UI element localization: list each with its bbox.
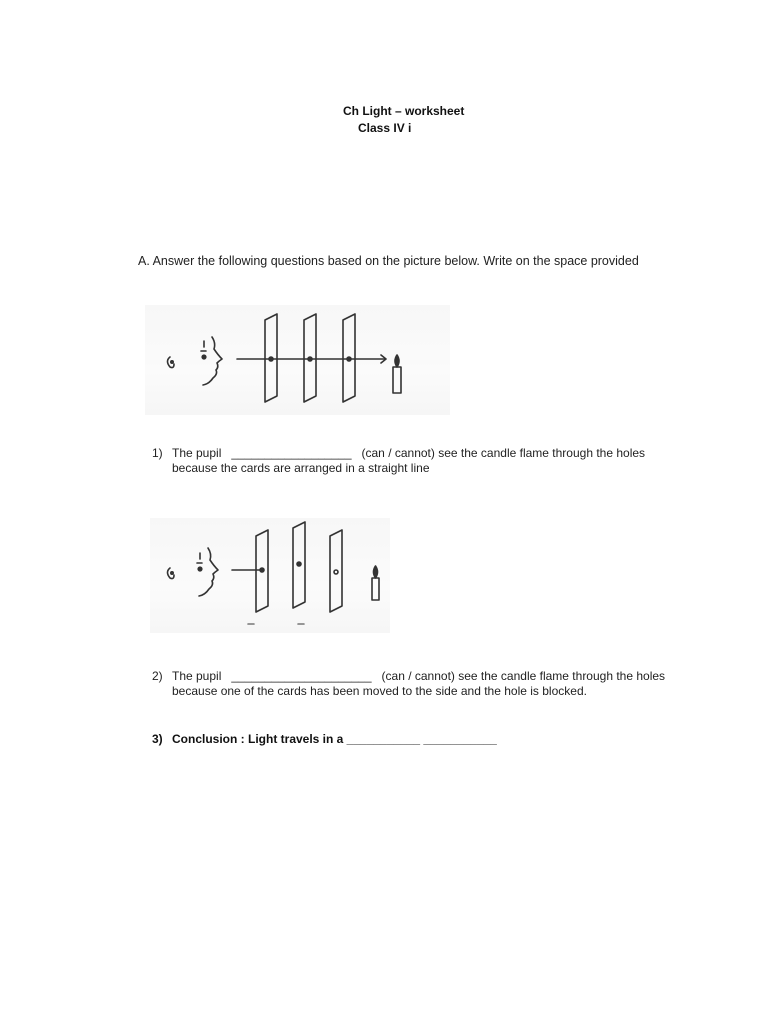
question-number: 2) bbox=[152, 669, 163, 683]
card-1 bbox=[265, 314, 277, 402]
card-1 bbox=[256, 530, 268, 612]
face-profile-icon bbox=[201, 337, 222, 385]
question-reason: because one of the cards has been moved to the side and the hole is blocked. bbox=[172, 684, 587, 698]
section-a-instruction: A. Answer the following questions based on the picture below. Write on the space provided bbox=[138, 254, 639, 268]
card-2 bbox=[304, 314, 316, 402]
eye-icon bbox=[168, 357, 175, 368]
face-profile-icon bbox=[197, 548, 218, 596]
conclusion bbox=[152, 732, 497, 746]
conclusion-text[interactable]: Conclusion : Light travels in a ___________ ___________ bbox=[172, 732, 497, 746]
question-suffix: (can / cannot) see the candle flame through the holes bbox=[361, 446, 646, 460]
question-1 bbox=[152, 446, 645, 476]
question-2 bbox=[152, 669, 665, 699]
card-3 bbox=[330, 530, 342, 612]
class-label: Class IV i bbox=[358, 121, 412, 135]
conclusion-number: 3) bbox=[152, 732, 163, 746]
card-3 bbox=[343, 314, 355, 402]
candle-icon bbox=[372, 566, 379, 600]
question-suffix: (can / cannot) see the candle flame through the holes bbox=[381, 669, 666, 683]
worksheet-title: Ch Light – worksheet bbox=[343, 104, 465, 118]
eye-icon bbox=[168, 568, 175, 579]
question-number: 1) bbox=[152, 446, 163, 460]
candle-icon bbox=[393, 355, 401, 393]
question-prefix: The pupil bbox=[172, 446, 222, 460]
card-2-shifted bbox=[293, 522, 305, 608]
answer-blank-1[interactable]: __________________ bbox=[231, 446, 352, 460]
shifted-card-diagram bbox=[150, 518, 390, 633]
question-prefix: The pupil bbox=[172, 669, 222, 683]
answer-blank-2[interactable]: _____________________ bbox=[231, 669, 372, 683]
question-reason: because the cards are arranged in a straight line bbox=[172, 461, 430, 475]
aligned-cards-diagram bbox=[145, 305, 450, 415]
